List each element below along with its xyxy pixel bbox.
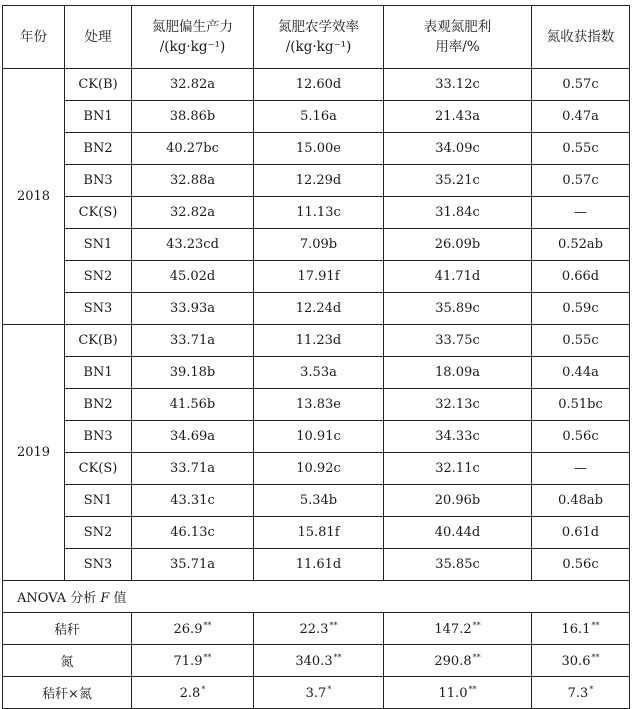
table-row: [3, 293, 630, 325]
anova-title-row: [3, 581, 630, 613]
table-row: [3, 453, 630, 485]
re-cell: 31.84c: [384, 197, 532, 229]
anova-ae-cell: [254, 645, 384, 677]
treatment-cell: SN1: [65, 485, 132, 517]
hi-cell: 0.48ab: [532, 485, 630, 517]
anova-value: 3.7: [305, 685, 327, 701]
header-ae: [254, 6, 384, 69]
pfp-cell: 40.27bc: [132, 133, 254, 165]
header-year-label: 年份: [20, 29, 47, 45]
table-row: [3, 421, 630, 453]
table-row: [3, 229, 630, 261]
re-cell: 35.21c: [384, 165, 532, 197]
anova-hi-cell: [532, 613, 630, 645]
treatment-cell: SN3: [65, 549, 132, 581]
re-cell: 41.71d: [384, 261, 532, 293]
treatment-cell: CK(S): [65, 453, 132, 485]
re-cell: 35.85c: [384, 549, 532, 581]
anova-value: 16.1: [561, 621, 591, 637]
header-ae-line2: /(kg·kg⁻¹): [285, 39, 352, 55]
anova-value: 22.3: [299, 621, 329, 637]
anova-value: 290.8: [434, 653, 472, 669]
treatment-cell: BN3: [65, 421, 132, 453]
ae-cell: 17.91f: [254, 261, 384, 293]
nitrogen-efficiency-table: [2, 5, 630, 709]
re-cell: 18.09a: [384, 357, 532, 389]
anova-value: 2.8: [179, 685, 201, 701]
ae-cell: 11.61d: [254, 549, 384, 581]
anova-re-cell: [384, 645, 532, 677]
treatment-cell: BN1: [65, 357, 132, 389]
table-row: [3, 389, 630, 421]
hi-cell: 0.55c: [532, 325, 630, 357]
treatment-cell: SN1: [65, 229, 132, 261]
hi-cell: 0.44a: [532, 357, 630, 389]
ae-cell: 5.34b: [254, 485, 384, 517]
ae-cell: 3.53a: [254, 357, 384, 389]
header-treatment: [65, 6, 132, 69]
anova-hi-cell: [532, 677, 630, 709]
pfp-cell: 33.93a: [132, 293, 254, 325]
ae-cell: 13.83e: [254, 389, 384, 421]
hi-cell: 0.57c: [532, 165, 630, 197]
pfp-cell: 39.18b: [132, 357, 254, 389]
significance-mark: **: [591, 620, 600, 630]
re-cell: 34.33c: [384, 421, 532, 453]
re-cell: 32.11c: [384, 453, 532, 485]
header-year: [3, 6, 65, 69]
hi-cell: 0.51bc: [532, 389, 630, 421]
anova-row: [3, 645, 630, 677]
hi-cell: 0.55c: [532, 133, 630, 165]
table-row: [3, 69, 630, 101]
ae-cell: 11.13c: [254, 197, 384, 229]
pfp-cell: 46.13c: [132, 517, 254, 549]
significance-mark: **: [203, 652, 212, 662]
ae-cell: 15.81f: [254, 517, 384, 549]
pfp-cell: 41.56b: [132, 389, 254, 421]
anova-title-prefix: ANOVA 分析: [17, 591, 101, 606]
pfp-cell: 43.31c: [132, 485, 254, 517]
header-pfp-line1: 氮肥偏生产力: [152, 19, 233, 35]
table-row: [3, 133, 630, 165]
anova-row: [3, 677, 630, 709]
year-cell: 2019: [3, 325, 65, 581]
significance-mark: **: [472, 652, 481, 662]
significance-mark: **: [468, 684, 477, 694]
table-row: [3, 549, 630, 581]
table-row: [3, 485, 630, 517]
anova-value: 7.3: [567, 685, 589, 701]
year-cell: 2018: [3, 69, 65, 325]
significance-mark: *: [201, 684, 206, 694]
ae-cell: 10.92c: [254, 453, 384, 485]
pfp-cell: 35.71a: [132, 549, 254, 581]
ae-cell: 12.29d: [254, 165, 384, 197]
re-cell: 20.96b: [384, 485, 532, 517]
anova-re-cell: [384, 677, 532, 709]
hi-cell: 0.52ab: [532, 229, 630, 261]
header-ae-line1: 氮肥农学效率: [278, 19, 359, 35]
treatment-cell: CK(B): [65, 69, 132, 101]
table-row: [3, 165, 630, 197]
hi-cell: 0.57c: [532, 69, 630, 101]
header-hi: [532, 6, 630, 69]
significance-mark: *: [327, 684, 332, 694]
anova-pfp-cell: [132, 677, 254, 709]
header-row: [3, 6, 630, 69]
pfp-cell: 33.71a: [132, 453, 254, 485]
anova-title-f: F: [100, 591, 110, 606]
anova-row: [3, 613, 630, 645]
significance-mark: **: [333, 652, 342, 662]
header-pfp-line2: /(kg·kg⁻¹): [159, 39, 226, 55]
table-row: [3, 197, 630, 229]
significance-mark: **: [203, 620, 212, 630]
treatment-cell: CK(S): [65, 197, 132, 229]
ae-cell: 12.24d: [254, 293, 384, 325]
pfp-cell: 43.23cd: [132, 229, 254, 261]
header-pfp: [132, 6, 254, 69]
header-re-line1: 表观氮肥利: [423, 19, 492, 35]
anova-label-cell: 秸秆×氮: [3, 677, 132, 709]
ae-cell: 10.91c: [254, 421, 384, 453]
table-body: [3, 69, 630, 709]
pfp-cell: 32.82a: [132, 69, 254, 101]
treatment-cell: SN2: [65, 517, 132, 549]
header-treatment-label: 处理: [84, 29, 112, 45]
anova-re-cell: [384, 613, 532, 645]
hi-cell: —: [532, 453, 630, 485]
header-re: [384, 6, 532, 69]
anova-label-cell: 氮: [3, 645, 132, 677]
anova-pfp-cell: [132, 613, 254, 645]
re-cell: 33.75c: [384, 325, 532, 357]
anova-ae-cell: [254, 677, 384, 709]
ae-cell: 11.23d: [254, 325, 384, 357]
anova-title-cell: [3, 581, 630, 613]
anova-ae-cell: [254, 613, 384, 645]
significance-mark: **: [472, 620, 481, 630]
anova-title-suffix: 值: [109, 591, 127, 606]
header-hi-label: 氮收获指数: [546, 29, 615, 45]
pfp-cell: 33.71a: [132, 325, 254, 357]
hi-cell: 0.47a: [532, 101, 630, 133]
anova-label-cell: 秸秆: [3, 613, 132, 645]
table-row: [3, 101, 630, 133]
table-row: [3, 261, 630, 293]
treatment-cell: CK(B): [65, 325, 132, 357]
ae-cell: 7.09b: [254, 229, 384, 261]
re-cell: 33.12c: [384, 69, 532, 101]
treatment-cell: BN2: [65, 389, 132, 421]
ae-cell: 15.00e: [254, 133, 384, 165]
anova-pfp-cell: [132, 645, 254, 677]
treatment-cell: BN3: [65, 165, 132, 197]
pfp-cell: 38.86b: [132, 101, 254, 133]
re-cell: 35.89c: [384, 293, 532, 325]
re-cell: 32.13c: [384, 389, 532, 421]
significance-mark: **: [329, 620, 338, 630]
ae-cell: 12.60d: [254, 69, 384, 101]
pfp-cell: 32.88a: [132, 165, 254, 197]
anova-value: 71.9: [173, 653, 203, 669]
hi-cell: 0.59c: [532, 293, 630, 325]
header-re-line2: 用率/%: [435, 39, 480, 55]
hi-cell: —: [532, 197, 630, 229]
treatment-cell: SN3: [65, 293, 132, 325]
hi-cell: 0.56c: [532, 549, 630, 581]
re-cell: 40.44d: [384, 517, 532, 549]
hi-cell: 0.66d: [532, 261, 630, 293]
anova-hi-cell: [532, 645, 630, 677]
pfp-cell: 32.82a: [132, 197, 254, 229]
treatment-cell: BN1: [65, 101, 132, 133]
table-row: [3, 357, 630, 389]
re-cell: 34.09c: [384, 133, 532, 165]
anova-value: 147.2: [434, 621, 472, 637]
pfp-cell: 34.69a: [132, 421, 254, 453]
pfp-cell: 45.02d: [132, 261, 254, 293]
anova-value: 340.3: [295, 653, 333, 669]
treatment-cell: BN2: [65, 133, 132, 165]
hi-cell: 0.56c: [532, 421, 630, 453]
treatment-cell: SN2: [65, 261, 132, 293]
table-row: [3, 325, 630, 357]
anova-value: 26.9: [173, 621, 203, 637]
re-cell: 26.09b: [384, 229, 532, 261]
re-cell: 21.43a: [384, 101, 532, 133]
hi-cell: 0.61d: [532, 517, 630, 549]
significance-mark: *: [589, 684, 594, 694]
anova-value: 11.0: [438, 685, 468, 701]
ae-cell: 5.16a: [254, 101, 384, 133]
significance-mark: **: [591, 652, 600, 662]
anova-value: 30.6: [561, 653, 591, 669]
table-row: [3, 517, 630, 549]
